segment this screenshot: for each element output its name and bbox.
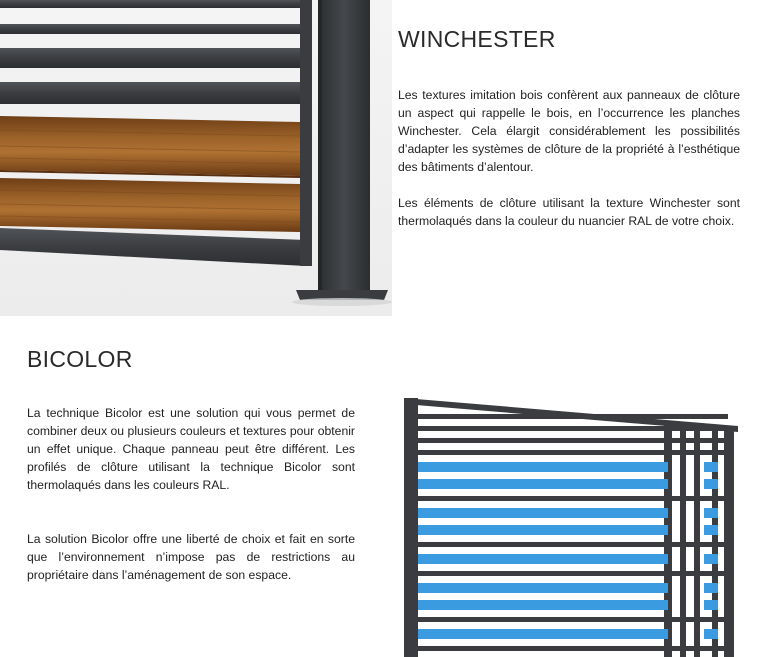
- blue-slat: [418, 600, 668, 610]
- blue-slat: [418, 525, 668, 535]
- blue-slat: [418, 629, 668, 639]
- blue-slat: [418, 479, 668, 489]
- dark-slat: [418, 617, 728, 622]
- dark-slat: [418, 450, 728, 455]
- blue-slat: [704, 554, 718, 564]
- winchester-paragraph-1: Les textures imitation bois confèrent aux panneaux de clôture un aspect qui rappelle le bois, en l’occurrence les planches Winchester. Cela élargit considérablement les possibilités d’adapter les systèmes de clôture de la propriété à l’esthétique des bâtiments d’alentour.: [398, 88, 740, 174]
- blue-slat: [704, 583, 718, 593]
- dark-slat: [418, 496, 728, 501]
- blue-slat: [704, 508, 718, 518]
- bicolor-paragraph-1: La technique Bicolor est une solution qui vous permet de combiner deux ou plusieurs couleurs et textures pour obtenir un effet unique. Chaque panneau peut être différent. Les profilés de clôture utilisant la technique Bicolor sont thermolaqués dans les couleurs RAL.: [27, 406, 355, 492]
- dark-slat: [418, 426, 728, 431]
- winchester-fence-image: [0, 0, 392, 316]
- winchester-paragraph-2: Les éléments de clôture utilisant la texture Winchester sont thermolaqués dans la couleur du nuancier RAL de votre choix.: [398, 196, 740, 228]
- blue-slat: [704, 629, 718, 639]
- bicolor-paragraph-2: La solution Bicolor offre une liberté de choix et fait en sorte que l’environnement n’impose pas de restrictions au propriétaire dans l’aménagement de son espace.: [27, 532, 355, 582]
- blue-slat: [704, 479, 718, 489]
- blue-slat: [704, 525, 718, 535]
- blue-slat: [704, 600, 718, 610]
- dark-slat: [418, 414, 728, 419]
- winchester-title: WINCHESTER: [398, 26, 556, 52]
- blue-slat: [704, 462, 718, 472]
- dark-slat: [418, 571, 728, 576]
- bicolor-fence-image: [398, 386, 768, 657]
- blue-slat: [418, 508, 668, 518]
- dark-slat: [418, 542, 728, 547]
- blue-slat: [418, 554, 668, 564]
- dark-slat: [418, 646, 728, 651]
- bicolor-title: BICOLOR: [27, 346, 133, 372]
- blue-slat: [418, 462, 668, 472]
- blue-slat: [418, 583, 668, 593]
- dark-slat: [418, 438, 728, 443]
